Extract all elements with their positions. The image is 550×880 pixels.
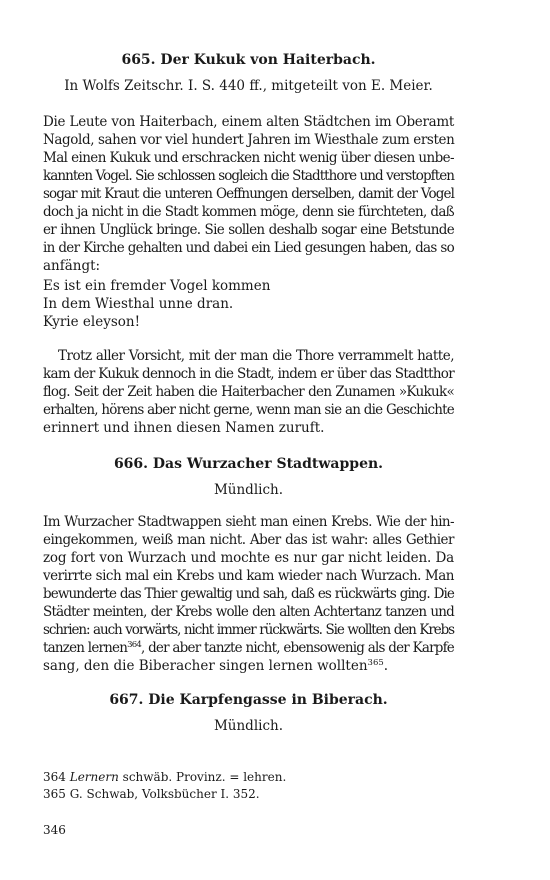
section-665-heading: 665. Der Kukuk von Haiterbach.	[121, 52, 376, 68]
footnote-number: 365	[43, 787, 66, 801]
text-line: anfängt:	[43, 258, 101, 274]
section-666-source: Mündlich.	[213, 482, 284, 498]
text-line: Nagold, sahen vor viel hundert Jahren im Wiesthale zum ersten	[43, 132, 455, 148]
verse-line: Kyrie eleyson!	[43, 314, 140, 330]
section-667-heading: 667. Die Karpfengasse in Biberach.	[109, 692, 388, 708]
text-line: kam der Kukuk dennoch in die Stadt, indem er über das Stadtthor	[43, 366, 454, 382]
text-line: Im Wurzacher Stadtwappen sieht man einen Krebs. Wie der hin-	[43, 514, 454, 530]
section-666-paragraph	[43, 513, 454, 675]
text-line: bewunderte das Thier gewaltig und sah, daß es rückwärts ging. Die	[43, 586, 454, 602]
section-665-paragraph-2	[43, 347, 454, 437]
text-line: Trotz aller Vorsicht, mit der man die Thore verrammelt hatte,	[58, 348, 454, 364]
text-line: er ihnen Unglück bringe. Sie sollen deshalb sogar eine Betstunde	[43, 222, 454, 238]
text-line: doch ja nicht in die Stadt kommen möge, denn sie fürchteten, daß	[43, 204, 454, 220]
text-line-with-footnote	[43, 639, 454, 657]
text-line: Städter meinten, der Krebs wolle den alten Achtertanz tanzen und	[43, 604, 454, 620]
section-667-source: Mündlich.	[213, 718, 284, 734]
section-666-heading: 666. Das Wurzacher Stadtwappen.	[113, 456, 384, 472]
text-line: kannten Vogel. Sie schlossen sogleich die Stadtthore und verstopften	[43, 168, 454, 184]
verse-line: In dem Wiesthal unne dran.	[43, 296, 234, 312]
text-line: Mal einen Kukuk und erschracken nicht wenig über diesen unbe-	[43, 150, 454, 166]
section-665-paragraph-1	[43, 113, 454, 275]
footnote-term: Lernern	[69, 770, 119, 784]
footnote-365	[43, 786, 454, 803]
book-page	[43, 0, 454, 880]
footnote-ref-365[interactable]: 365	[367, 658, 384, 668]
page-number: 346	[43, 823, 66, 837]
text-line: in der Kirche gehalten und dabei ein Lied gesungen haben, das so	[43, 240, 454, 256]
text-line: erhalten, hörens aber nicht gerne, wenn man sie an die Geschichte	[43, 402, 454, 418]
footnote-ref-364[interactable]: 364	[127, 640, 141, 650]
text-line-with-footnote	[43, 657, 454, 675]
verse-line: Es ist ein fremder Vogel kommen	[43, 278, 271, 294]
section-665-verse	[43, 277, 454, 331]
text-line: schrien: auch vorwärts, nicht immer rückwärts. Sie wollten den Krebs	[43, 622, 454, 638]
section-665-source: In Wolfs Zeitschr. I. S. 440 ff., mitgeteilt von E. Meier.	[64, 78, 433, 94]
text-line: Die Leute von Haiterbach, einem alten Städtchen im Oberamt	[43, 114, 454, 130]
text-line: sogar mit Kraut die unteren Oeffnungen derselben, damit der Vogel	[43, 186, 454, 202]
text-segment: sang, den die Biberacher singen lernen wollten	[43, 658, 368, 674]
footnote-number: 364	[43, 770, 66, 784]
footnotes	[43, 769, 454, 803]
text-line: zog fort von Wurzach und mochte es nur gar nicht leiden. Da	[43, 550, 454, 566]
footnote-text: G. Schwab, Volksbücher I. 352.	[69, 787, 260, 801]
text-line: eingekommen, weiß man nicht. Aber das ist wahr: alles Gethier	[43, 532, 454, 548]
text-line: erinnert und ihnen diesen Namen zuruft.	[43, 420, 325, 436]
text-segment: tanzen lernen	[43, 640, 128, 656]
text-segment: .	[383, 658, 389, 674]
text-line: verirrte sich mal ein Krebs und kam wieder nach Wurzach. Man	[43, 568, 454, 584]
text-line: flog. Seit der Zeit haben die Haiterbacher den Zunamen »Kukuk«	[43, 384, 454, 400]
footnote-text: schwäb. Provinz. = lehren.	[118, 770, 287, 784]
text-segment: , der aber tanzte nicht, ebensowenig als der Karpfe	[140, 640, 454, 656]
footnote-364	[43, 769, 454, 786]
